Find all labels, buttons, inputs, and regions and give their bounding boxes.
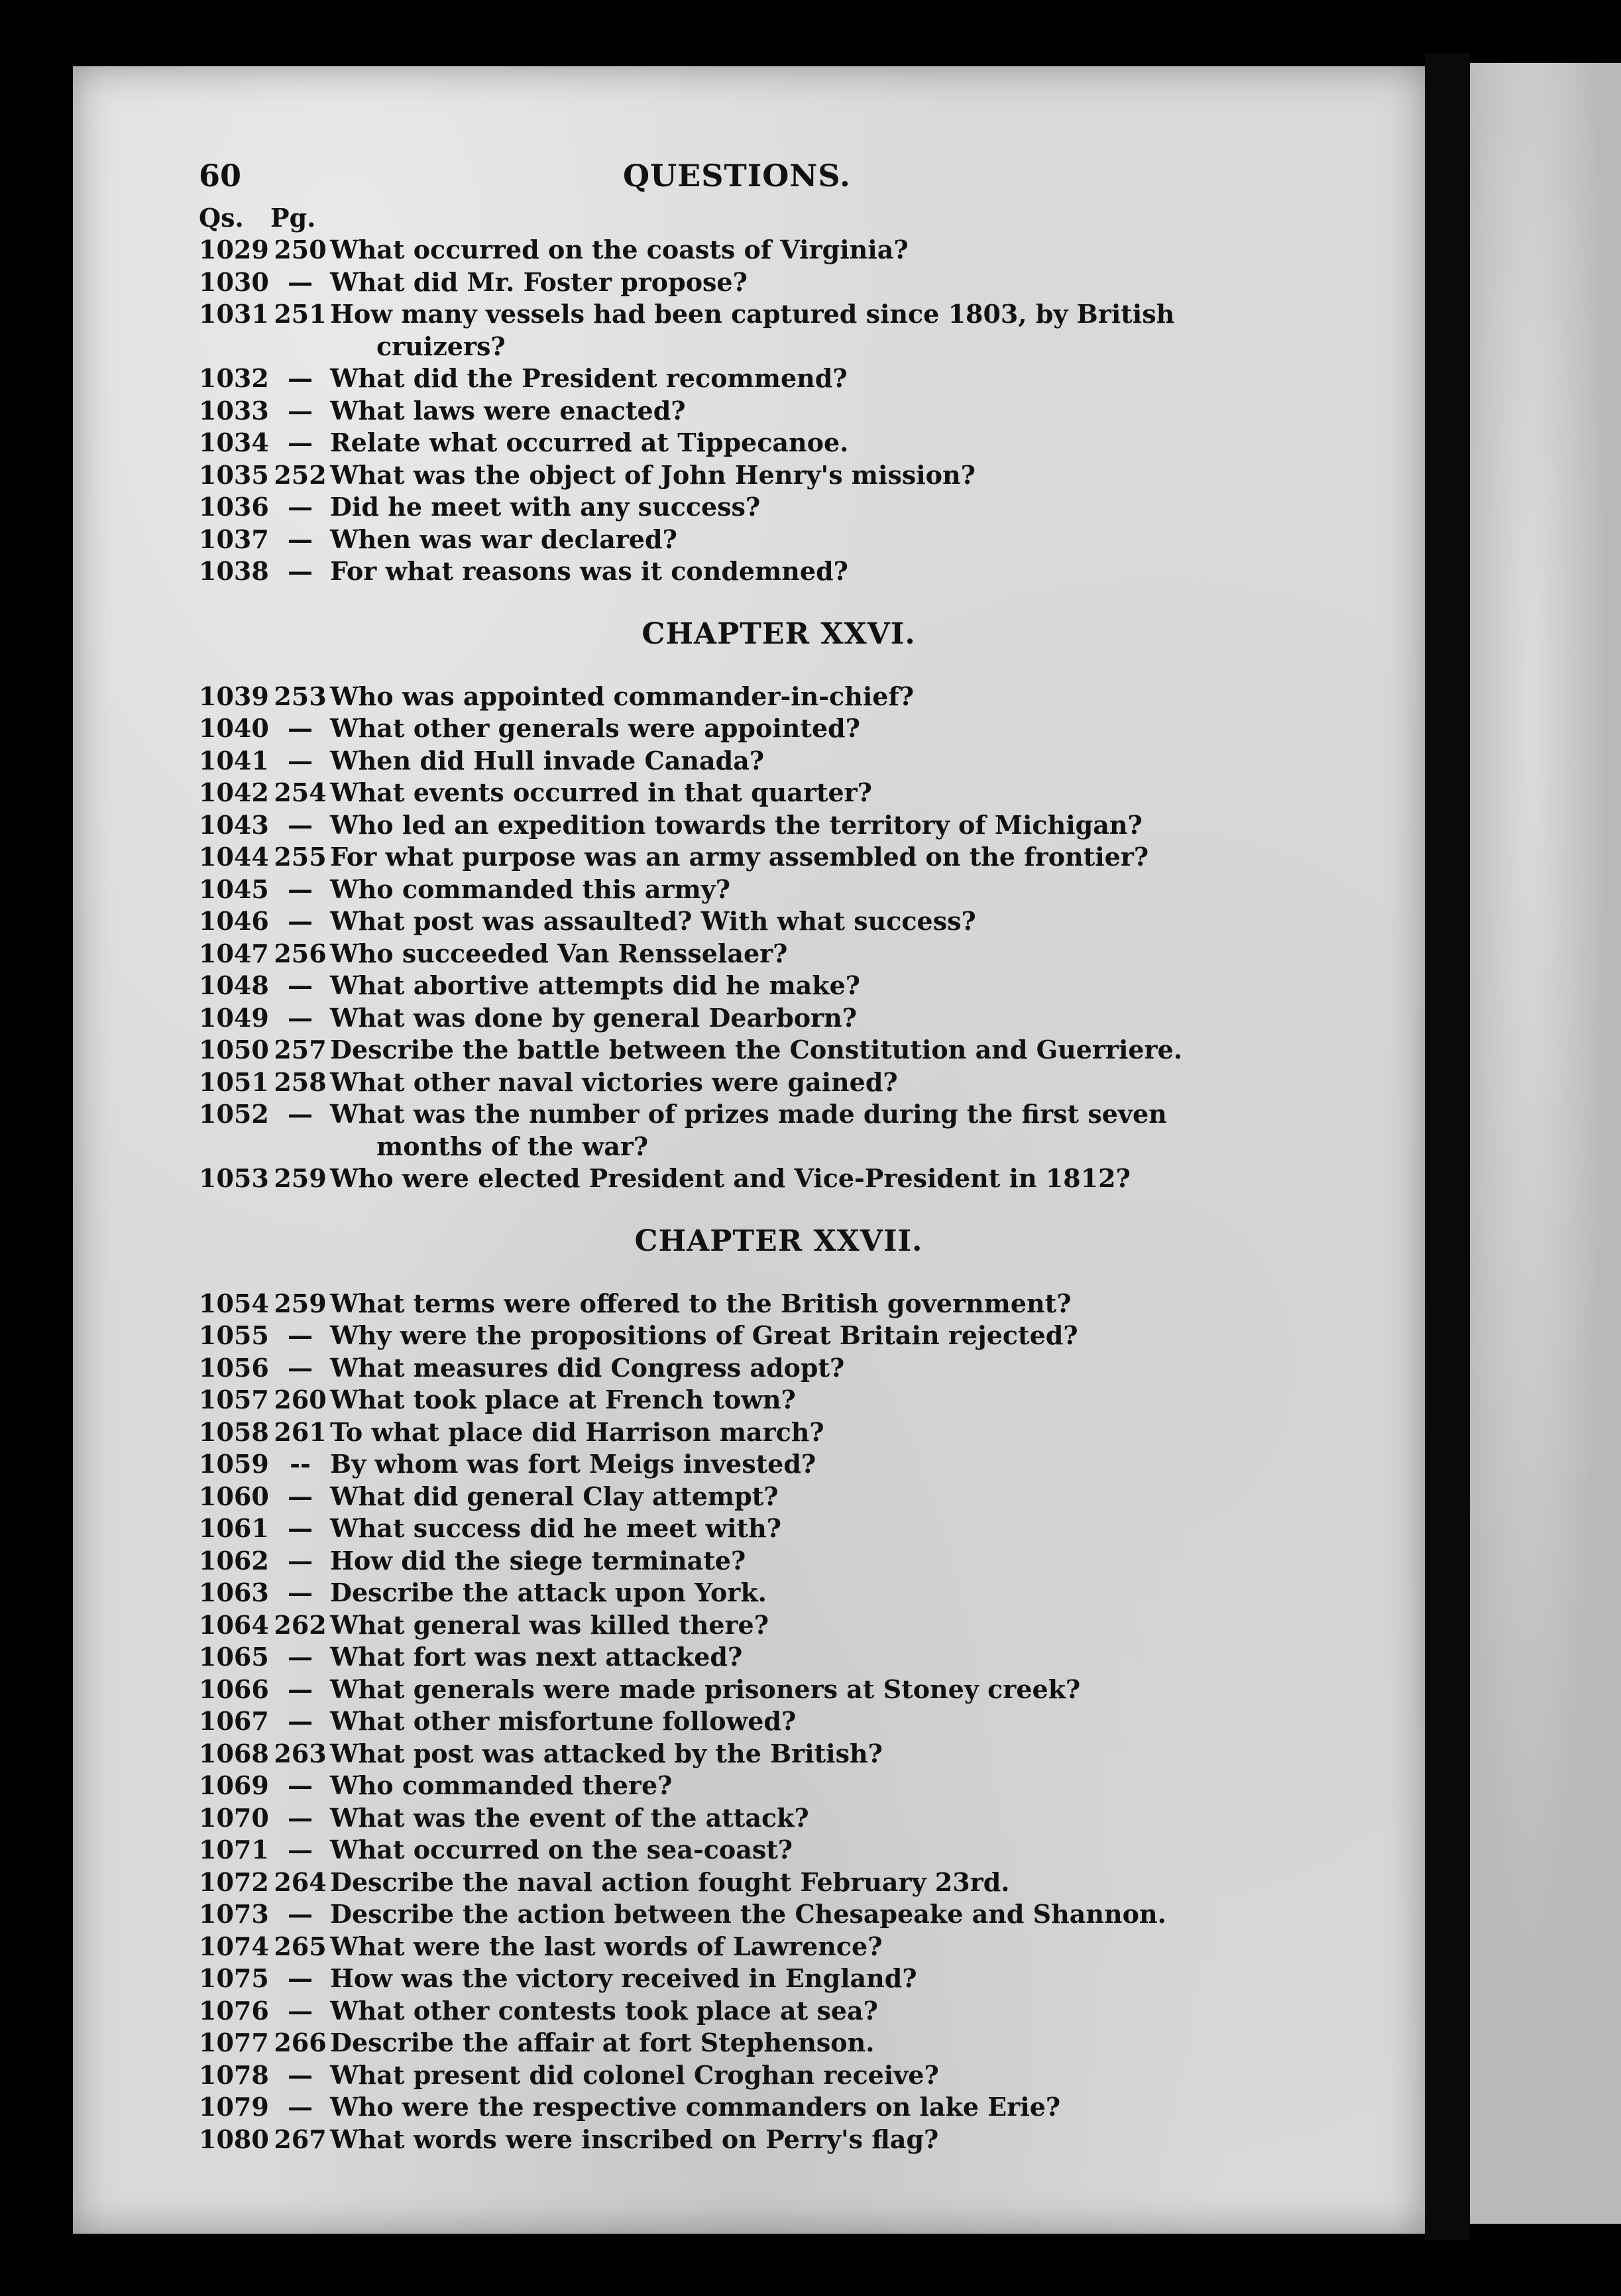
question-text-wrap <box>330 1834 1325 1866</box>
question-text: What other generals were appointed? <box>330 713 860 743</box>
question-row <box>199 1931 1325 1963</box>
question-text-wrap <box>330 809 1325 842</box>
question-text: What generals were made prisoners at Stoney creek? <box>330 1674 1081 1704</box>
question-row <box>199 1513 1325 1545</box>
question-number: 1060 <box>199 1481 269 1511</box>
question-text: To what place did Harrison march? <box>330 1416 824 1447</box>
question-page: — <box>288 395 313 426</box>
question-text: What success did he meet with? <box>330 1513 781 1543</box>
question-number: 1049 <box>199 1002 269 1033</box>
question-number: 1047 <box>199 938 269 968</box>
question-text: What general was killed there? <box>330 1609 769 1640</box>
question-list-2 <box>199 681 1325 1195</box>
question-text: Describe the attack upon York. <box>330 1578 767 1607</box>
question-text-wrap <box>330 874 1325 906</box>
question-row <box>199 681 1325 713</box>
question-text: What took place at French town? <box>330 1385 796 1414</box>
question-number: 1079 <box>199 2092 269 2122</box>
question-text: What other naval victories were gained? <box>330 1066 898 1097</box>
question-row <box>199 524 1325 556</box>
question-row <box>199 970 1325 1002</box>
question-text-wrap <box>330 427 1325 459</box>
question-row <box>199 1448 1325 1481</box>
question-page: 257 <box>274 1035 327 1064</box>
question-number: 1065 <box>199 1642 269 1672</box>
question-page: 263 <box>274 1738 327 1768</box>
question-text-wrap <box>330 1898 1325 1931</box>
question-text-wrap <box>330 841 1325 874</box>
question-number: 1043 <box>199 809 269 840</box>
question-row <box>199 1674 1325 1706</box>
question-text-wrap <box>330 1674 1325 1706</box>
question-number: 1041 <box>199 745 269 775</box>
question-text: What fort was next attacked? <box>330 1642 743 1672</box>
question-text-wrap <box>330 970 1325 1002</box>
question-row <box>199 266 1325 299</box>
question-number: 1030 <box>199 266 269 297</box>
question-page: — <box>288 1545 313 1576</box>
question-row <box>199 395 1325 428</box>
question-text: Describe the action between the Chesapeake and Shannon. <box>330 1899 1166 1929</box>
question-row <box>199 777 1325 809</box>
question-row <box>199 1963 1325 1995</box>
question-number: 1033 <box>199 395 269 426</box>
question-text: For what reasons was it condemned? <box>330 556 848 586</box>
question-text-wrap <box>330 1963 1325 1995</box>
question-text: How was the victory received in England? <box>330 1963 917 1993</box>
question-page: — <box>288 713 313 743</box>
question-text: What was the number of prizes made during the first seven <box>330 1099 1167 1129</box>
question-page: — <box>288 970 313 1000</box>
question-text: Who were elected President and Vice-President in 1812? <box>330 1163 1131 1193</box>
question-text: What was done by general Dearborn? <box>330 1002 857 1033</box>
question-row <box>199 1002 1325 1035</box>
question-row <box>199 1288 1325 1320</box>
question-text-continued: cruizers? <box>376 331 506 361</box>
question-text: What occurred on the coasts of Virginia? <box>330 235 909 264</box>
question-text: What post was assaulted? With what success? <box>330 906 976 936</box>
question-text: When was war declared? <box>330 524 677 554</box>
question-page: 250 <box>274 235 327 264</box>
question-number: 1061 <box>199 1513 269 1543</box>
question-page: 264 <box>274 1866 327 1897</box>
question-text-wrap <box>330 1352 1325 1385</box>
question-number: 1076 <box>199 1995 269 2026</box>
question-page: — <box>288 1099 313 1129</box>
question-text-continued: months of the war? <box>376 1131 649 1161</box>
question-number: 1058 <box>199 1416 269 1447</box>
question-row <box>199 1866 1325 1899</box>
question-page: — <box>288 745 313 775</box>
question-page: 254 <box>274 777 327 807</box>
question-row <box>199 298 1325 363</box>
question-page: 252 <box>274 459 327 490</box>
question-text: What words were inscribed on Perry's flag? <box>330 2124 939 2154</box>
question-page: 256 <box>274 938 327 968</box>
question-page: -- <box>290 1449 311 1479</box>
question-text: Describe the affair at fort Stephenson. <box>330 2028 875 2057</box>
question-number: 1068 <box>199 1738 269 1768</box>
question-number: 1040 <box>199 713 269 743</box>
question-page: 260 <box>274 1385 327 1414</box>
question-text: What did Mr. Foster propose? <box>330 266 748 297</box>
question-text-wrap <box>330 1770 1325 1802</box>
question-number: 1066 <box>199 1674 269 1704</box>
question-text: By whom was fort Meigs invested? <box>330 1449 816 1479</box>
question-page: — <box>288 1835 313 1865</box>
question-text-wrap <box>330 524 1325 556</box>
question-number: 1070 <box>199 1802 269 1833</box>
question-page: — <box>288 1578 313 1607</box>
question-text: What present did colonel Croghan receive? <box>330 2059 939 2090</box>
question-row <box>199 363 1325 395</box>
question-row <box>199 1163 1325 1195</box>
question-row <box>199 1705 1325 1738</box>
question-text: What were the last words of Lawrence? <box>330 1931 883 1961</box>
question-text: What post was attacked by the British? <box>330 1738 883 1768</box>
question-text-wrap <box>330 938 1325 970</box>
question-text-wrap <box>330 555 1325 588</box>
question-text: What occurred on the sea-coast? <box>330 1835 793 1865</box>
question-text: What terms were offered to the British government? <box>330 1288 1072 1318</box>
question-text: Who commanded this army? <box>330 874 731 904</box>
question-text: What was the object of John Henry's mission? <box>330 459 976 490</box>
question-row <box>199 745 1325 777</box>
question-text-wrap <box>330 1002 1325 1035</box>
question-number: 1055 <box>199 1320 269 1350</box>
question-text-wrap <box>330 2124 1325 2156</box>
question-text: Who was appointed commander-in-chief? <box>330 681 915 711</box>
question-row <box>199 1834 1325 1866</box>
question-row <box>199 874 1325 906</box>
question-text-wrap <box>330 1163 1325 1195</box>
question-page: — <box>288 2092 313 2122</box>
chapter-heading-27: CHAPTER XXVII. <box>634 1224 923 1258</box>
question-text-wrap <box>330 1066 1325 1099</box>
question-text: How many vessels had been captured since 1803, by British <box>330 299 1175 329</box>
question-number: 1062 <box>199 1545 269 1576</box>
question-page: 267 <box>274 2124 327 2154</box>
question-number: 1042 <box>199 777 269 807</box>
question-text: Relate what occurred at Tippecanoe. <box>330 428 849 457</box>
question-text-wrap <box>330 1545 1325 1578</box>
question-text-wrap <box>330 681 1325 713</box>
question-page: — <box>288 1513 313 1543</box>
question-text: Did he meet with any success? <box>330 492 761 522</box>
column-heading-questions: Qs. <box>199 203 244 233</box>
question-page: — <box>288 874 313 904</box>
question-number: 1075 <box>199 1963 269 1993</box>
question-row <box>199 1898 1325 1931</box>
question-number: 1035 <box>199 459 269 490</box>
question-text-wrap <box>330 1481 1325 1513</box>
question-text: Describe the naval action fought February 23rd. <box>330 1866 1010 1897</box>
question-page: — <box>288 363 313 393</box>
question-text-wrap <box>330 1995 1325 2028</box>
question-number: 1059 <box>199 1449 269 1479</box>
question-text-wrap <box>330 1513 1325 1545</box>
question-row <box>199 938 1325 970</box>
question-number: 1053 <box>199 1163 269 1193</box>
question-number: 1052 <box>199 1099 269 1129</box>
question-row <box>199 1384 1325 1416</box>
question-page: — <box>288 492 313 522</box>
running-title: QUESTIONS. <box>623 158 851 194</box>
question-page: — <box>288 2059 313 2090</box>
question-page: — <box>288 1963 313 1993</box>
question-row <box>199 234 1325 266</box>
question-page: — <box>288 1352 313 1383</box>
question-page: — <box>288 1481 313 1511</box>
facing-page-edge <box>1470 63 1621 2224</box>
question-page: — <box>288 1674 313 1704</box>
question-page: 255 <box>274 842 327 872</box>
question-number: 1080 <box>199 2124 269 2154</box>
page-header <box>199 156 1325 202</box>
question-number: 1077 <box>199 2028 269 2057</box>
question-page: — <box>288 1995 313 2026</box>
question-text-wrap <box>330 745 1325 777</box>
question-number: 1067 <box>199 1706 269 1736</box>
question-number: 1057 <box>199 1385 269 1414</box>
question-row <box>199 1098 1325 1163</box>
question-text: Who were the respective commanders on lake Erie? <box>330 2092 1061 2122</box>
question-row <box>199 555 1325 588</box>
question-page: — <box>288 428 313 457</box>
question-page: 259 <box>274 1288 327 1318</box>
question-text: How did the siege terminate? <box>330 1545 746 1576</box>
question-text: What other misfortune followed? <box>330 1706 797 1736</box>
question-row <box>199 841 1325 874</box>
question-row <box>199 1352 1325 1385</box>
question-page: — <box>288 1320 313 1350</box>
question-text: Who led an expedition towards the territory of Michigan? <box>330 809 1143 840</box>
question-page: 253 <box>274 681 327 711</box>
question-text: What measures did Congress adopt? <box>330 1352 845 1383</box>
question-text: What events occurred in that quarter? <box>330 777 872 807</box>
question-page: 259 <box>274 1163 327 1193</box>
questions-content <box>199 156 1325 2155</box>
question-text-wrap <box>330 1802 1325 1835</box>
question-text-wrap <box>330 1288 1325 1320</box>
question-list-1 <box>199 234 1325 588</box>
question-list-3 <box>199 1288 1325 2156</box>
question-page: — <box>288 556 313 586</box>
question-text-wrap <box>330 1609 1325 1642</box>
question-page: — <box>288 524 313 554</box>
question-text-wrap <box>330 777 1325 809</box>
question-number: 1054 <box>199 1288 269 1318</box>
question-row <box>199 1641 1325 1674</box>
question-row <box>199 427 1325 459</box>
question-page: — <box>288 266 313 297</box>
question-row <box>199 1066 1325 1099</box>
question-number: 1046 <box>199 906 269 936</box>
question-row <box>199 459 1325 492</box>
question-row <box>199 1609 1325 1642</box>
question-text: What laws were enacted? <box>330 395 686 426</box>
question-number: 1048 <box>199 970 269 1000</box>
question-row <box>199 1770 1325 1802</box>
question-text-wrap <box>330 1931 1325 1963</box>
question-row <box>199 1802 1325 1835</box>
question-row <box>199 905 1325 938</box>
question-text-wrap <box>330 2059 1325 2092</box>
question-page: — <box>288 1642 313 1672</box>
question-number: 1050 <box>199 1035 269 1064</box>
question-page: — <box>288 1002 313 1033</box>
question-page: 262 <box>274 1609 327 1640</box>
question-text-wrap <box>330 363 1325 395</box>
question-row <box>199 809 1325 842</box>
question-number: 1064 <box>199 1609 269 1640</box>
question-text-wrap <box>330 1098 1325 1163</box>
question-row <box>199 2027 1325 2059</box>
question-text-wrap <box>330 491 1325 524</box>
question-row <box>199 713 1325 745</box>
question-text: Why were the propositions of Great Britain rejected? <box>330 1320 1078 1350</box>
question-row <box>199 1034 1325 1066</box>
question-number: 1029 <box>199 235 269 264</box>
question-text: What did the President recommend? <box>330 363 848 393</box>
question-page: — <box>288 1802 313 1833</box>
question-page: — <box>288 1706 313 1736</box>
question-number: 1045 <box>199 874 269 904</box>
question-page: 258 <box>274 1066 327 1097</box>
column-heading-page: Pg. <box>270 203 316 233</box>
question-text: What other contests took place at sea? <box>330 1995 878 2026</box>
question-text-wrap <box>330 1034 1325 1066</box>
question-text-wrap <box>330 266 1325 299</box>
chapter-heading-26: CHAPTER XXVI. <box>642 616 916 651</box>
question-number: 1036 <box>199 492 269 522</box>
question-number: 1044 <box>199 842 269 872</box>
question-page: 261 <box>274 1416 327 1447</box>
question-number: 1069 <box>199 1770 269 1800</box>
question-text: What was the event of the attack? <box>330 1802 809 1833</box>
question-text-wrap <box>330 2091 1325 2124</box>
question-row <box>199 1738 1325 1770</box>
question-number: 1074 <box>199 1931 269 1961</box>
question-number: 1037 <box>199 524 269 554</box>
question-number: 1078 <box>199 2059 269 2090</box>
question-number: 1034 <box>199 428 269 457</box>
question-text-wrap <box>330 1641 1325 1674</box>
question-text: Who succeeded Van Rensselaer? <box>330 938 788 968</box>
question-page: 265 <box>274 1931 327 1961</box>
column-headings <box>199 202 1325 234</box>
question-number: 1072 <box>199 1866 269 1897</box>
question-text: What did general Clay attempt? <box>330 1481 779 1511</box>
question-text: When did Hull invade Canada? <box>330 745 765 775</box>
question-number: 1039 <box>199 681 269 711</box>
question-row <box>199 1545 1325 1578</box>
question-text-wrap <box>330 1384 1325 1416</box>
question-text-wrap <box>330 1705 1325 1738</box>
question-text-wrap <box>330 234 1325 266</box>
page-number: 60 <box>199 158 242 194</box>
question-text-wrap <box>330 713 1325 745</box>
question-row <box>199 1577 1325 1609</box>
question-page: — <box>288 1899 313 1929</box>
book-gutter <box>1425 53 1470 2240</box>
question-page: — <box>288 809 313 840</box>
question-text-wrap <box>330 1416 1325 1449</box>
question-number: 1063 <box>199 1578 269 1607</box>
question-text: Who commanded there? <box>330 1770 673 1800</box>
question-number: 1056 <box>199 1352 269 1383</box>
question-number: 1071 <box>199 1835 269 1865</box>
question-row <box>199 1995 1325 2028</box>
question-row <box>199 1416 1325 1449</box>
question-text-wrap <box>330 395 1325 428</box>
question-text-wrap <box>330 1320 1325 1352</box>
question-number: 1038 <box>199 556 269 586</box>
question-number: 1051 <box>199 1066 269 1097</box>
question-number: 1032 <box>199 363 269 393</box>
question-page: — <box>288 906 313 936</box>
question-text-wrap <box>330 2027 1325 2059</box>
question-text-wrap <box>330 1866 1325 1899</box>
question-text: What abortive attempts did he make? <box>330 970 861 1000</box>
question-row <box>199 2091 1325 2124</box>
question-text: For what purpose was an army assembled on the frontier? <box>330 842 1149 872</box>
question-text-wrap <box>330 1577 1325 1609</box>
question-page: 251 <box>274 299 327 329</box>
question-row <box>199 2059 1325 2092</box>
question-number: 1031 <box>199 299 269 329</box>
question-text-wrap <box>330 905 1325 938</box>
question-text-wrap <box>330 298 1325 363</box>
question-number: 1073 <box>199 1899 269 1929</box>
question-text-wrap <box>330 1448 1325 1481</box>
question-row <box>199 491 1325 524</box>
question-page: 266 <box>274 2028 327 2057</box>
question-row <box>199 2124 1325 2156</box>
question-text: Describe the battle between the Constitution and Guerriere. <box>330 1035 1182 1064</box>
question-row <box>199 1320 1325 1352</box>
question-row <box>199 1481 1325 1513</box>
question-page: — <box>288 1770 313 1800</box>
question-text-wrap <box>330 459 1325 492</box>
question-text-wrap <box>330 1738 1325 1770</box>
